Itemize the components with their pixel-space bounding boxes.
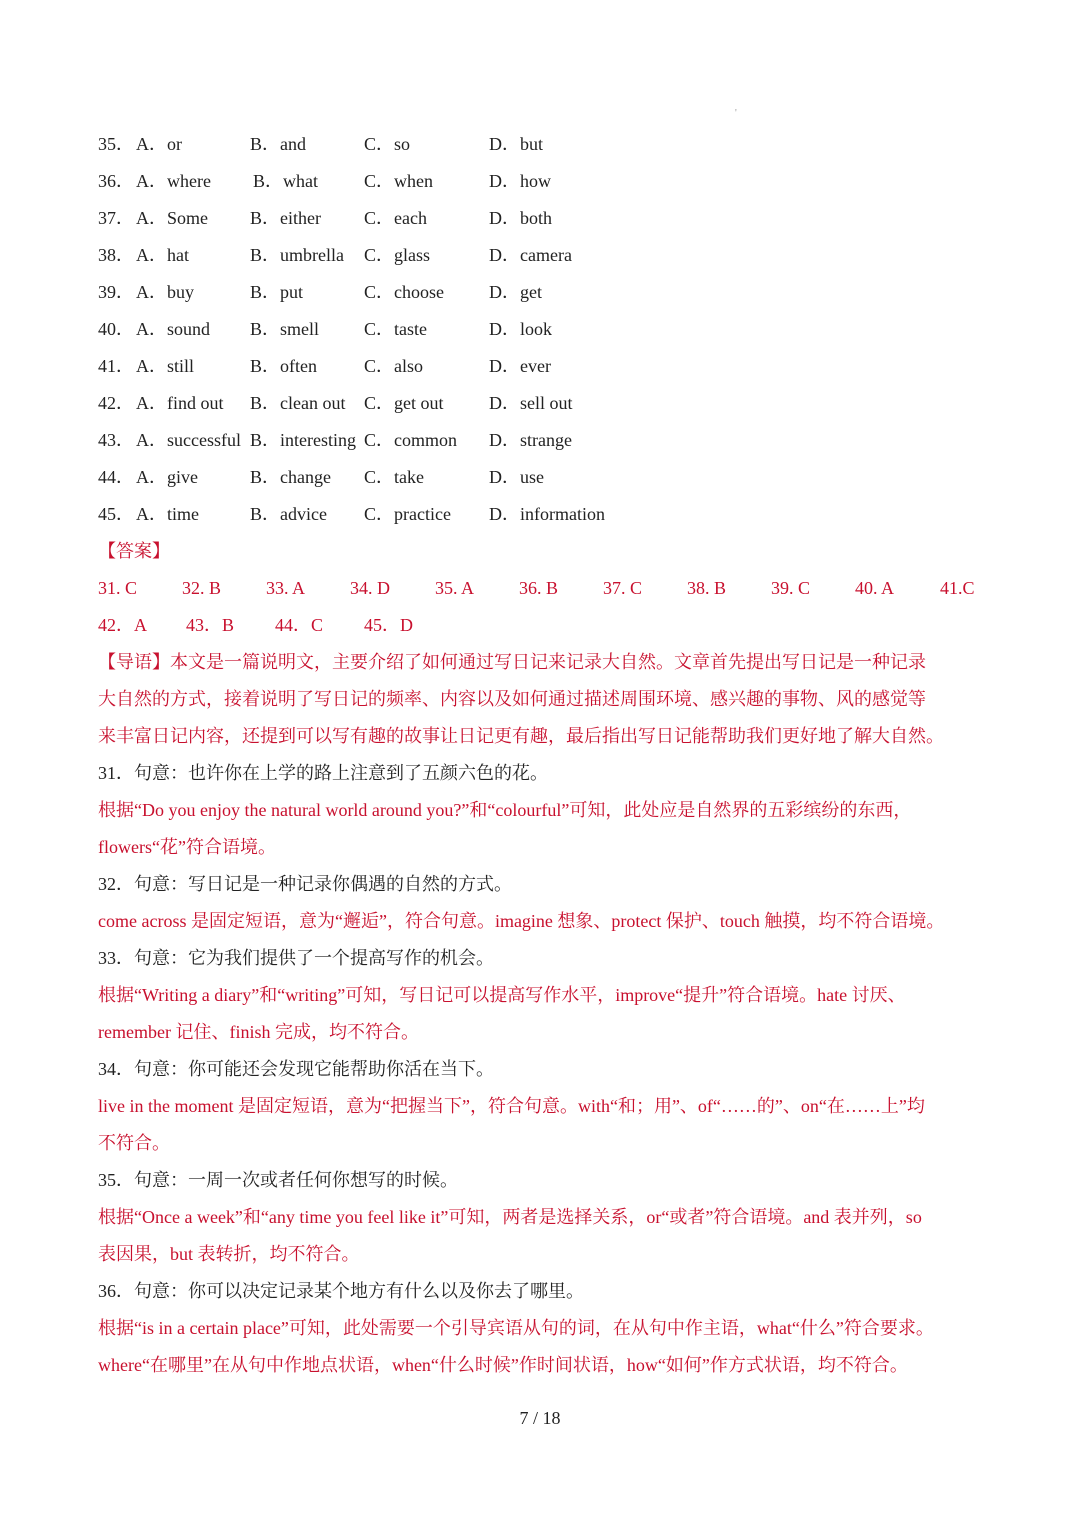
answer-item: 45．D bbox=[364, 615, 413, 635]
option-d: D．how bbox=[489, 171, 551, 191]
option-a: A．give bbox=[136, 467, 198, 487]
option-a: A．where bbox=[136, 171, 211, 191]
option-a: A．still bbox=[136, 356, 195, 376]
option-b: B．smell bbox=[250, 319, 320, 339]
answer-item: 32. B bbox=[182, 578, 222, 598]
explanation-block bbox=[98, 644, 988, 1384]
option-d: D．look bbox=[489, 319, 552, 339]
option-a: A．Some bbox=[136, 208, 208, 228]
question-number: 43． bbox=[98, 430, 134, 450]
option-a: A．find out bbox=[136, 393, 224, 413]
option-a: A．hat bbox=[136, 245, 189, 265]
option-c: C．taste bbox=[364, 319, 427, 339]
option-b: B．put bbox=[250, 282, 304, 302]
question-number: 36． bbox=[98, 171, 134, 191]
sentence-meaning-31: 31．句意：也许你在上学的路上注意到了五颜六色的花。 bbox=[98, 763, 548, 783]
question-number: 40． bbox=[98, 319, 134, 339]
option-a: A．buy bbox=[136, 282, 194, 302]
answer-row-2 bbox=[98, 607, 998, 644]
option-c: C．common bbox=[364, 430, 457, 450]
explanation-line: 根据“Writing a diary”和“writing”可知，写日记可以提高写作水平，improve“提升”符合语境。hate 讨厌、 bbox=[98, 985, 906, 1005]
explanation-line: remember 记住、finish 完成，均不符合。 bbox=[98, 1022, 419, 1042]
option-d: D．ever bbox=[489, 356, 551, 376]
intro-line: 【导语】本文是一篇说明文，主要介绍了如何通过写日记来记录大自然。文章首先提出写日记是一种记录 bbox=[98, 652, 926, 672]
option-a: A．successful bbox=[136, 430, 241, 450]
answer-item: 43．B bbox=[186, 615, 235, 635]
answer-item: 31. C bbox=[98, 578, 138, 598]
answer-heading: 【答案】 bbox=[98, 541, 170, 561]
explanation-line: where“在哪里”在从句中作地点状语，when“什么时候”作时间状语，how“如何”作方式状语，均不符合。 bbox=[98, 1355, 908, 1375]
answer-item: 35. A bbox=[435, 578, 475, 598]
sentence-meaning-36: 36．句意：你可以决定记录某个地方有什么以及你去了哪里。 bbox=[98, 1281, 584, 1301]
option-d: D．but bbox=[489, 134, 543, 154]
question-number: 41． bbox=[98, 356, 134, 376]
option-c: C．when bbox=[364, 171, 433, 191]
answer-item: 44．C bbox=[275, 615, 324, 635]
explanation-line: 根据“Once a week”和“any time you feel like it”可知，两者是选择关系，or“或者”符合语境。and 表并列，so bbox=[98, 1207, 922, 1227]
option-b: B．often bbox=[250, 356, 317, 376]
option-d: D．use bbox=[489, 467, 544, 487]
intro-line: 大自然的方式，接着说明了写日记的频率、内容以及如何通过描述周围环境、感兴趣的事物、风的感觉等 bbox=[98, 689, 926, 709]
option-d: D．both bbox=[489, 208, 552, 228]
option-b: B．and bbox=[250, 134, 306, 154]
option-a: A．sound bbox=[136, 319, 211, 339]
option-c: C．get out bbox=[364, 393, 444, 413]
option-c: C．practice bbox=[364, 504, 451, 524]
option-c: C．so bbox=[364, 134, 411, 154]
option-d: D．information bbox=[489, 504, 605, 524]
answer-item: 34. D bbox=[350, 578, 390, 598]
answer-item: 33. A bbox=[266, 578, 306, 598]
explanation-line: 根据“Do you enjoy the natural world around you?”和“colourful”可知，此处应是自然界的五彩缤纷的东西， bbox=[98, 800, 912, 820]
answer-item: 38. B bbox=[687, 578, 727, 598]
sentence-meaning-32: 32．句意：写日记是一种记录你偶遇的自然的方式。 bbox=[98, 874, 512, 894]
option-b: B．what bbox=[253, 171, 318, 191]
option-c: C．choose bbox=[364, 282, 444, 302]
question-number: 42． bbox=[98, 393, 134, 413]
answer-item: 41.C bbox=[940, 578, 975, 598]
explanation-line: live in the moment 是固定短语，意为“把握当下”，符合句意。with“和；用”、of“……的”、on“在……上”均 bbox=[98, 1096, 925, 1116]
option-a: A．time bbox=[136, 504, 199, 524]
option-b: B．change bbox=[250, 467, 331, 487]
option-b: B．either bbox=[250, 208, 321, 228]
page-indicator: 7 / 18 bbox=[519, 1408, 561, 1428]
question-number: 35． bbox=[98, 134, 134, 154]
answer-item: 40. A bbox=[855, 578, 895, 598]
option-a: A．or bbox=[136, 134, 182, 154]
scan-mark: ' bbox=[735, 108, 737, 119]
sentence-meaning-34: 34．句意：你可能还会发现它能帮助你活在当下。 bbox=[98, 1059, 494, 1079]
explanation-line: flowers“花”符合语境。 bbox=[98, 837, 276, 857]
answer-row-1 bbox=[98, 570, 998, 607]
explanation-line: 表因果，but 表转折，均不符合。 bbox=[98, 1244, 360, 1264]
explanation-line: 不符合。 bbox=[98, 1133, 170, 1153]
question-number: 37． bbox=[98, 208, 134, 228]
option-c: C．glass bbox=[364, 245, 431, 265]
answer-block bbox=[98, 533, 998, 644]
answer-item: 37. C bbox=[603, 578, 643, 598]
option-b: B．umbrella bbox=[250, 245, 344, 265]
option-d: D．sell out bbox=[489, 393, 573, 413]
sentence-meaning-35: 35．句意：一周一次或者任何你想写的时候。 bbox=[98, 1170, 458, 1190]
explanation-line: 根据“is in a certain place”可知，此处需要一个引导宾语从句的词，在从句中作主语，what“什么”符合要求。 bbox=[98, 1318, 934, 1338]
option-b: B．clean out bbox=[250, 393, 346, 413]
option-c: C．take bbox=[364, 467, 424, 487]
answer-item: 39. C bbox=[771, 578, 811, 598]
option-d: D．get bbox=[489, 282, 542, 302]
answer-item: 36. B bbox=[519, 578, 559, 598]
sentence-meaning-33: 33．句意：它为我们提供了一个提高写作的机会。 bbox=[98, 948, 494, 968]
option-c: C．each bbox=[364, 208, 427, 228]
question-number: 44． bbox=[98, 467, 134, 487]
option-d: D．strange bbox=[489, 430, 572, 450]
option-b: B．advice bbox=[250, 504, 327, 524]
intro-line: 来丰富日记内容，还提到可以写有趣的故事让日记更有趣，最后指出写日记能帮助我们更好地了解大自然。 bbox=[98, 726, 944, 746]
explanation-line: come across 是固定短语，意为“邂逅”，符合句意。imagine 想象、protect 保护、touch 触摸，均不符合语境。 bbox=[98, 911, 945, 931]
question-number: 39． bbox=[98, 282, 134, 302]
option-d: D．camera bbox=[489, 245, 572, 265]
answer-item: 42．A bbox=[98, 615, 147, 635]
question-number: 45． bbox=[98, 504, 134, 524]
option-b: B．interesting bbox=[250, 430, 356, 450]
question-number: 38． bbox=[98, 245, 134, 265]
option-c: C．also bbox=[364, 356, 424, 376]
